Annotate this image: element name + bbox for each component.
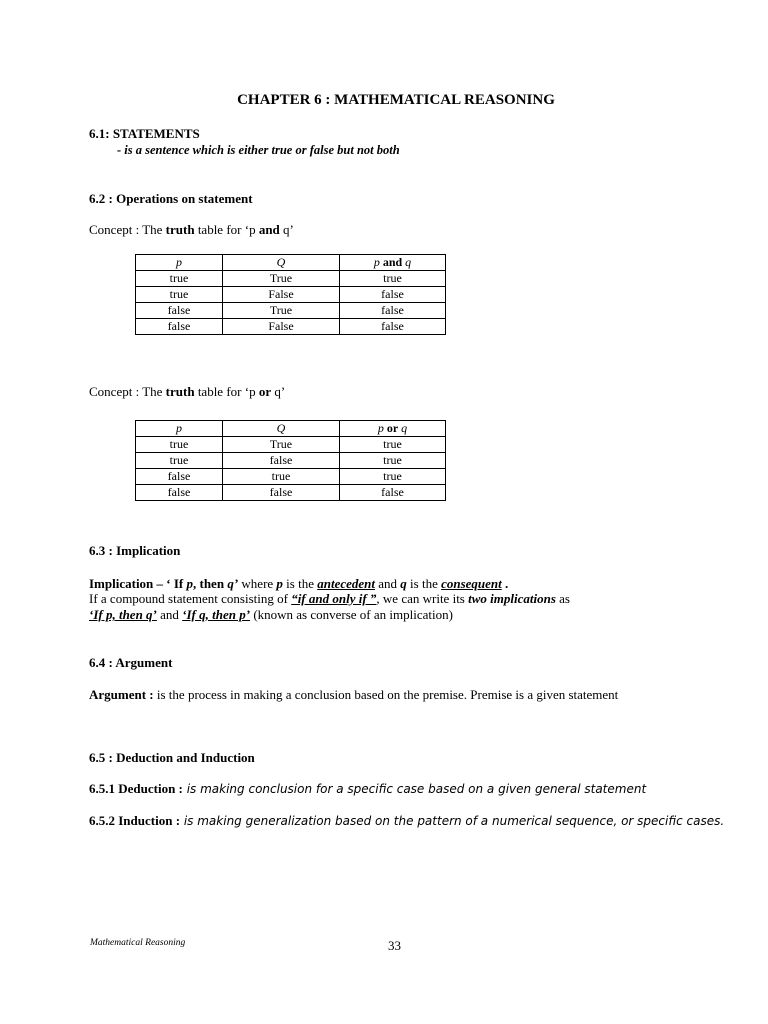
truth-table-and — [135, 254, 446, 335]
table-cell: true — [340, 437, 446, 453]
table-cell: false — [136, 319, 223, 335]
implication-definition: Implication – ‘ If p, then q’ where p is the antecedent and q is the consequent . — [89, 576, 509, 591]
induction-definition: 6.5.2 Induction : is making generalization based on the pattern of a numerical sequence, or specific cases. — [89, 813, 725, 828]
table-cell: false — [340, 485, 446, 501]
table-row — [136, 271, 446, 287]
section-6-5-heading: 6.5 : Deduction and Induction — [89, 750, 255, 765]
table-cell: false — [340, 287, 446, 303]
section-6-1-heading: 6.1: STATEMENTS — [89, 126, 200, 141]
table-row — [136, 469, 446, 485]
table-cell: false — [136, 303, 223, 319]
table-cell: false — [223, 453, 340, 469]
table-cell: false — [223, 485, 340, 501]
section-6-2-heading: 6.2 : Operations on statement — [89, 191, 253, 206]
table-cell: true — [136, 453, 223, 469]
table-cell: false — [136, 469, 223, 485]
table-cell: true — [223, 469, 340, 485]
table-cell: true — [340, 271, 446, 287]
page-number: 33 — [388, 938, 401, 953]
table-cell: true — [340, 469, 446, 485]
argument-definition: Argument : is the process in making a conclusion based on the premise. Premise is a given statement — [89, 687, 619, 702]
truth-table-or — [135, 420, 446, 501]
table-row — [136, 485, 446, 501]
header-cell: Q — [223, 255, 340, 271]
header-cell: Q — [223, 421, 340, 437]
header-cell: p — [136, 421, 223, 437]
table-cell: false — [340, 319, 446, 335]
statement-definition: - is a sentence which is either true or false but not both — [117, 143, 400, 157]
page-title: CHAPTER 6 : MATHEMATICAL REASONING — [237, 92, 555, 108]
table-header-row — [136, 421, 446, 437]
table-cell: False — [223, 319, 340, 335]
compound-statement-line: If a compound statement consisting of “if and only if ”, we can write its two implications as — [89, 591, 570, 606]
table-row — [136, 453, 446, 469]
table-header-row — [136, 255, 446, 271]
table-row — [136, 437, 446, 453]
table-cell: True — [223, 437, 340, 453]
table-cell: true — [136, 271, 223, 287]
footer-label: Mathematical Reasoning — [90, 938, 186, 948]
header-cell: p and q — [340, 255, 446, 271]
table-row — [136, 319, 446, 335]
concept-or: Concept : The truth table for ‘p or q’ — [89, 384, 286, 399]
section-6-3-heading: 6.3 : Implication — [89, 543, 181, 558]
table-cell: True — [223, 303, 340, 319]
header-cell: p or q — [340, 421, 446, 437]
header-cell: p — [136, 255, 223, 271]
table-cell: false — [340, 303, 446, 319]
table-row — [136, 303, 446, 319]
table-cell: true — [136, 287, 223, 303]
concept-and: Concept : The truth table for ‘p and q’ — [89, 222, 294, 237]
section-6-4-heading: 6.4 : Argument — [89, 655, 173, 670]
table-row — [136, 287, 446, 303]
table-cell: true — [340, 453, 446, 469]
table-cell: True — [223, 271, 340, 287]
deduction-definition: 6.5.1 Deduction : is making conclusion for a specific case based on a given general statement — [89, 781, 647, 796]
table-cell: False — [223, 287, 340, 303]
table-cell: false — [136, 485, 223, 501]
implications-line: ‘If p, then q’ and ‘If q, then p’ (known as converse of an implication) — [89, 607, 453, 622]
table-cell: true — [136, 437, 223, 453]
